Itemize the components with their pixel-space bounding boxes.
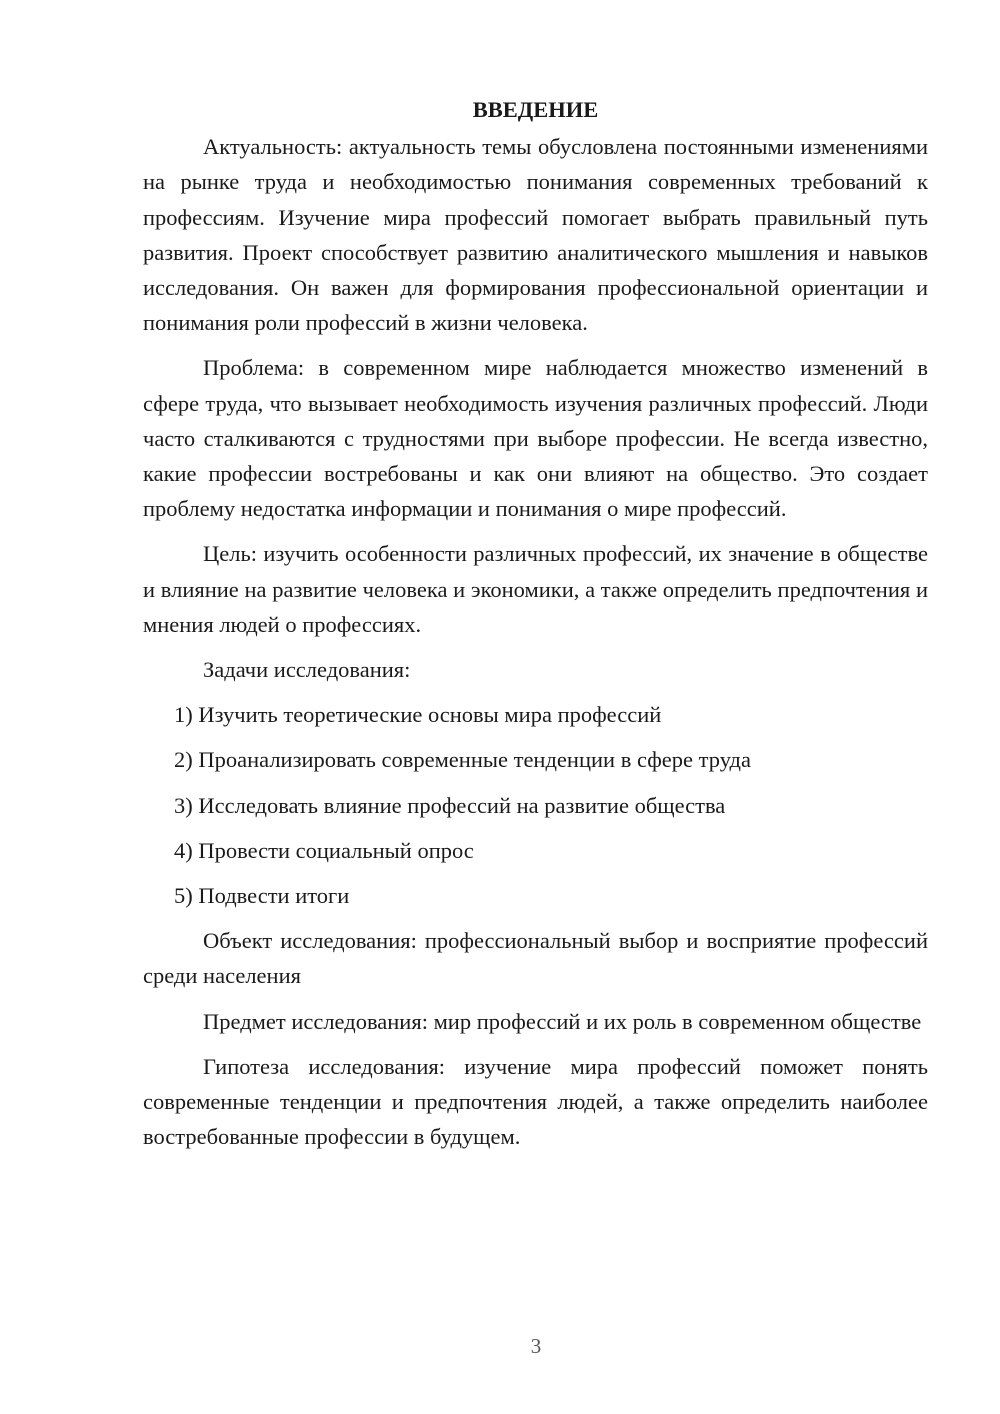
goal-paragraph: Цель: изучить особенности различных профессий, их значение в обществе и влияние на развитие человека и экономики, а также определить предпочтения и мнения людей о профессиях. — [143, 541, 928, 637]
task-item: 3) Исследовать влияние профессий на развитие общества — [174, 792, 726, 818]
subject-paragraph: Предмет исследования: мир профессий и их роль в современном обществе — [203, 1008, 922, 1034]
task-item: 1) Изучить теоретические основы мира профессий — [174, 702, 662, 728]
tasks-heading: Задачи исследования: — [203, 657, 411, 683]
relevance-paragraph: Актуальность: актуальность темы обусловлена постоянными изменениями на рынке труда и необходимостью понимания современных требований к профессиям. Изучение мира профессий помогает выбрать правильный путь развития. Проект способствует развитию аналитического мышления и навыков исследования. Он важен для формирования профессиональной ориентации и понимания роли профессий в жизни человека. — [143, 134, 928, 336]
page-title: ВВЕДЕНИЕ — [472, 97, 599, 122]
object-paragraph: Объект исследования: профессиональный выбор и восприятие профессий среди населения — [143, 928, 928, 989]
problem-paragraph: Проблема: в современном мире наблюдается множество изменений в сфере труда, что вызывает необходимость изучения различных профессий. Люди часто сталкиваются с трудностями при выборе профессии. Не всегда известно, какие профессии востребованы и как они влияют на общество. Это создает проблему недостатка информации и понимания о мире профессий. — [143, 355, 928, 522]
page-number: 3 — [530, 1334, 542, 1358]
task-item: 2) Проанализировать современные тенденции в сфере труда — [174, 747, 751, 773]
page-content — [143, 92, 928, 1164]
task-item: 5) Подвести итоги — [174, 883, 350, 909]
task-list — [143, 697, 928, 913]
task-item: 4) Провести социальный опрос — [174, 837, 474, 863]
hypothesis-paragraph: Гипотеза исследования: изучение мира профессий поможет понять современные тенденции и предпочтения людей, а также определить наиболее востребованные профессии в будущем. — [143, 1053, 928, 1150]
